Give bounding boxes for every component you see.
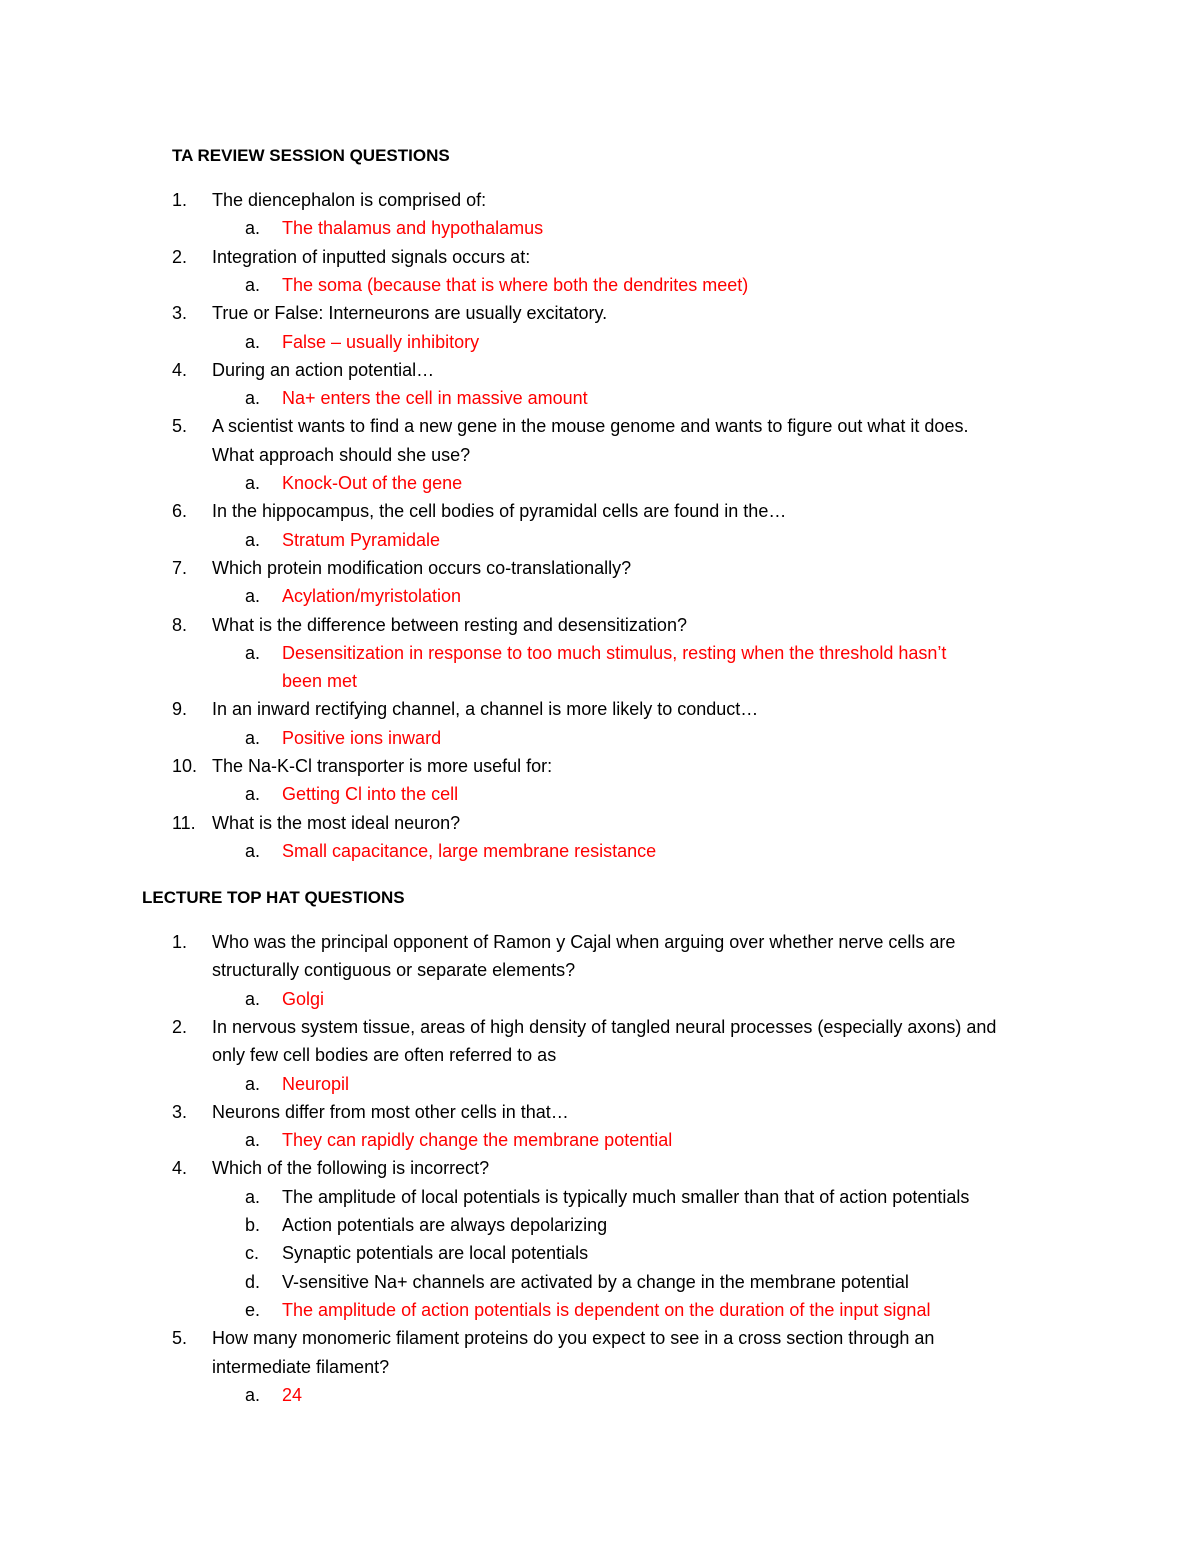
question [172, 752, 552, 780]
answer-letter: a. [245, 586, 261, 607]
correct-answer [245, 837, 656, 865]
answer-option [245, 1239, 588, 1267]
answer-letter: a. [245, 473, 261, 493]
question-text: The Na-K-Cl transporter is more useful for: [212, 756, 553, 776]
correct-answer [245, 271, 748, 299]
question [172, 809, 460, 837]
correct-answer [245, 1070, 349, 1098]
question-number: 4. [172, 1158, 188, 1179]
answer-letter: a. [245, 274, 261, 295]
answer-letter: a. [245, 388, 261, 409]
question-text-continued: only few cell bodies are often referred to as [212, 1045, 557, 1066]
answer-text: V-sensitive Na+ channels are activated by a change in the membrane potential [282, 1271, 909, 1292]
question [172, 1324, 934, 1352]
question-number: 3. [172, 1101, 188, 1122]
answer-option [245, 1183, 969, 1211]
question-number: 1. [172, 190, 188, 210]
answer-text: Synaptic potentials are local potentials [282, 1243, 589, 1264]
question-number: 2. [172, 246, 188, 267]
correct-answer [245, 1126, 672, 1154]
answer-text: The soma (because that is where both the dendrites meet) [282, 274, 749, 295]
correct-answer [245, 1381, 302, 1409]
question [172, 611, 687, 639]
answer-letter: b. [245, 1215, 261, 1235]
answer-letter: d. [245, 1271, 261, 1292]
question-number: 11. [172, 812, 196, 833]
answer-letter: a. [245, 727, 261, 748]
question-text: What is the difference between resting and desensitization? [212, 614, 687, 635]
answer-letter: a. [245, 1073, 261, 1094]
answer-option [245, 1268, 909, 1296]
question-text-continued: intermediate filament? [212, 1356, 390, 1377]
answer-letter: a. [245, 1384, 261, 1405]
question-number: 9. [172, 699, 188, 720]
answer-letter: a. [245, 1130, 261, 1151]
correct-answer [245, 526, 440, 554]
question-text: During an action potential… [212, 359, 435, 380]
question-text: In the hippocampus, the cell bodies of pyramidal cells are found in the… [212, 501, 787, 522]
question-text: Which protein modification occurs co-translationally? [212, 557, 632, 578]
question-number: 8. [172, 614, 188, 635]
correct-answer [245, 639, 946, 667]
question [172, 243, 530, 271]
correct-answer [245, 724, 441, 752]
answer-text: Neuropil [282, 1073, 350, 1094]
correct-answer [245, 469, 462, 497]
correct-answer [245, 328, 479, 356]
answer-text: Golgi [282, 988, 325, 1009]
answer-letter: a. [245, 218, 261, 239]
question-number: 5. [172, 416, 188, 437]
answer-text: They can rapidly change the membrane potential [282, 1130, 673, 1151]
question-text: Which of the following is incorrect? [212, 1158, 490, 1179]
question-number: 2. [172, 1016, 188, 1037]
question [172, 356, 434, 384]
section-heading: TA REVIEW SESSION QUESTIONS [172, 146, 450, 165]
question-text: The diencephalon is comprised of: [212, 190, 487, 210]
answer-letter: a. [245, 642, 261, 663]
question-text: Integration of inputted signals occurs at: [212, 246, 531, 267]
question [172, 1154, 489, 1182]
answer-text: Knock-Out of the gene [282, 473, 463, 493]
answer-letter: c. [245, 1243, 260, 1264]
correct-answer [245, 985, 324, 1013]
answer-text-continued: been met [282, 671, 358, 692]
question-number: 4. [172, 359, 188, 380]
answer-letter: a. [245, 331, 261, 352]
answer-text: Acylation/myristolation [282, 586, 462, 607]
question-text: What is the most ideal neuron? [212, 812, 461, 833]
question-text: True or False: Interneurons are usually excitatory. [212, 303, 608, 324]
correct-answer [245, 582, 461, 610]
answer-text: The thalamus and hypothalamus [282, 218, 544, 239]
question-number: 5. [172, 1328, 188, 1349]
correct-answer [245, 384, 588, 412]
question-number: 3. [172, 303, 188, 324]
question [172, 1013, 996, 1041]
question [172, 554, 631, 582]
answer-text: Getting Cl into the cell [282, 784, 459, 805]
question-text: Neurons differ from most other cells in that… [212, 1101, 569, 1122]
question-text: A scientist wants to find a new gene in the mouse genome and wants to figure out what it does. [212, 416, 969, 437]
question [172, 497, 786, 525]
question-text-continued: What approach should she use? [212, 444, 471, 465]
answer-text: The amplitude of local potentials is typically much smaller than that of action potentials [282, 1186, 970, 1207]
correct-answer [245, 1296, 930, 1324]
question-number: 10. [172, 756, 198, 776]
section-heading: LECTURE TOP HAT QUESTIONS [142, 888, 405, 907]
answer-text: 24 [282, 1384, 303, 1405]
question-text-continued: structurally contiguous or separate elements? [212, 960, 576, 981]
answer-text: The amplitude of action potentials is dependent on the duration of the input signal [282, 1299, 931, 1320]
question-text: How many monomeric filament proteins do you expect to see in a cross section through an [212, 1328, 935, 1349]
question-number: 1. [172, 932, 188, 952]
question-number: 6. [172, 501, 188, 522]
answer-letter: a. [245, 784, 261, 805]
question [172, 928, 955, 956]
question [172, 695, 758, 723]
answer-letter: a. [245, 529, 261, 550]
correct-answer [245, 780, 458, 808]
question-number: 7. [172, 557, 188, 578]
correct-answer [245, 214, 543, 242]
answer-text: Small capacitance, large membrane resistance [282, 840, 657, 861]
answer-text: False – usually inhibitory [282, 331, 480, 352]
question-text: In nervous system tissue, areas of high density of tangled neural processes (especially axons) and [212, 1016, 997, 1037]
answer-text: Positive ions inward [282, 727, 442, 748]
answer-letter: a. [245, 988, 261, 1009]
answer-letter: a. [245, 840, 261, 861]
answer-letter: a. [245, 1186, 261, 1207]
answer-text: Action potentials are always depolarizing [282, 1215, 608, 1235]
answer-text: Desensitization in response to too much stimulus, resting when the threshold hasn’t [282, 642, 947, 663]
answer-text: Stratum Pyramidale [282, 529, 441, 550]
question [172, 186, 486, 214]
question-text: In an inward rectifying channel, a channel is more likely to conduct… [212, 699, 759, 720]
question [172, 1098, 569, 1126]
answer-option [245, 1211, 607, 1239]
question-text: Who was the principal opponent of Ramon y Cajal when arguing over whether nerve cells are [212, 932, 956, 952]
question [172, 299, 607, 327]
answer-letter: e. [245, 1299, 261, 1320]
answer-text: Na+ enters the cell in massive amount [282, 388, 588, 409]
question [172, 412, 968, 440]
